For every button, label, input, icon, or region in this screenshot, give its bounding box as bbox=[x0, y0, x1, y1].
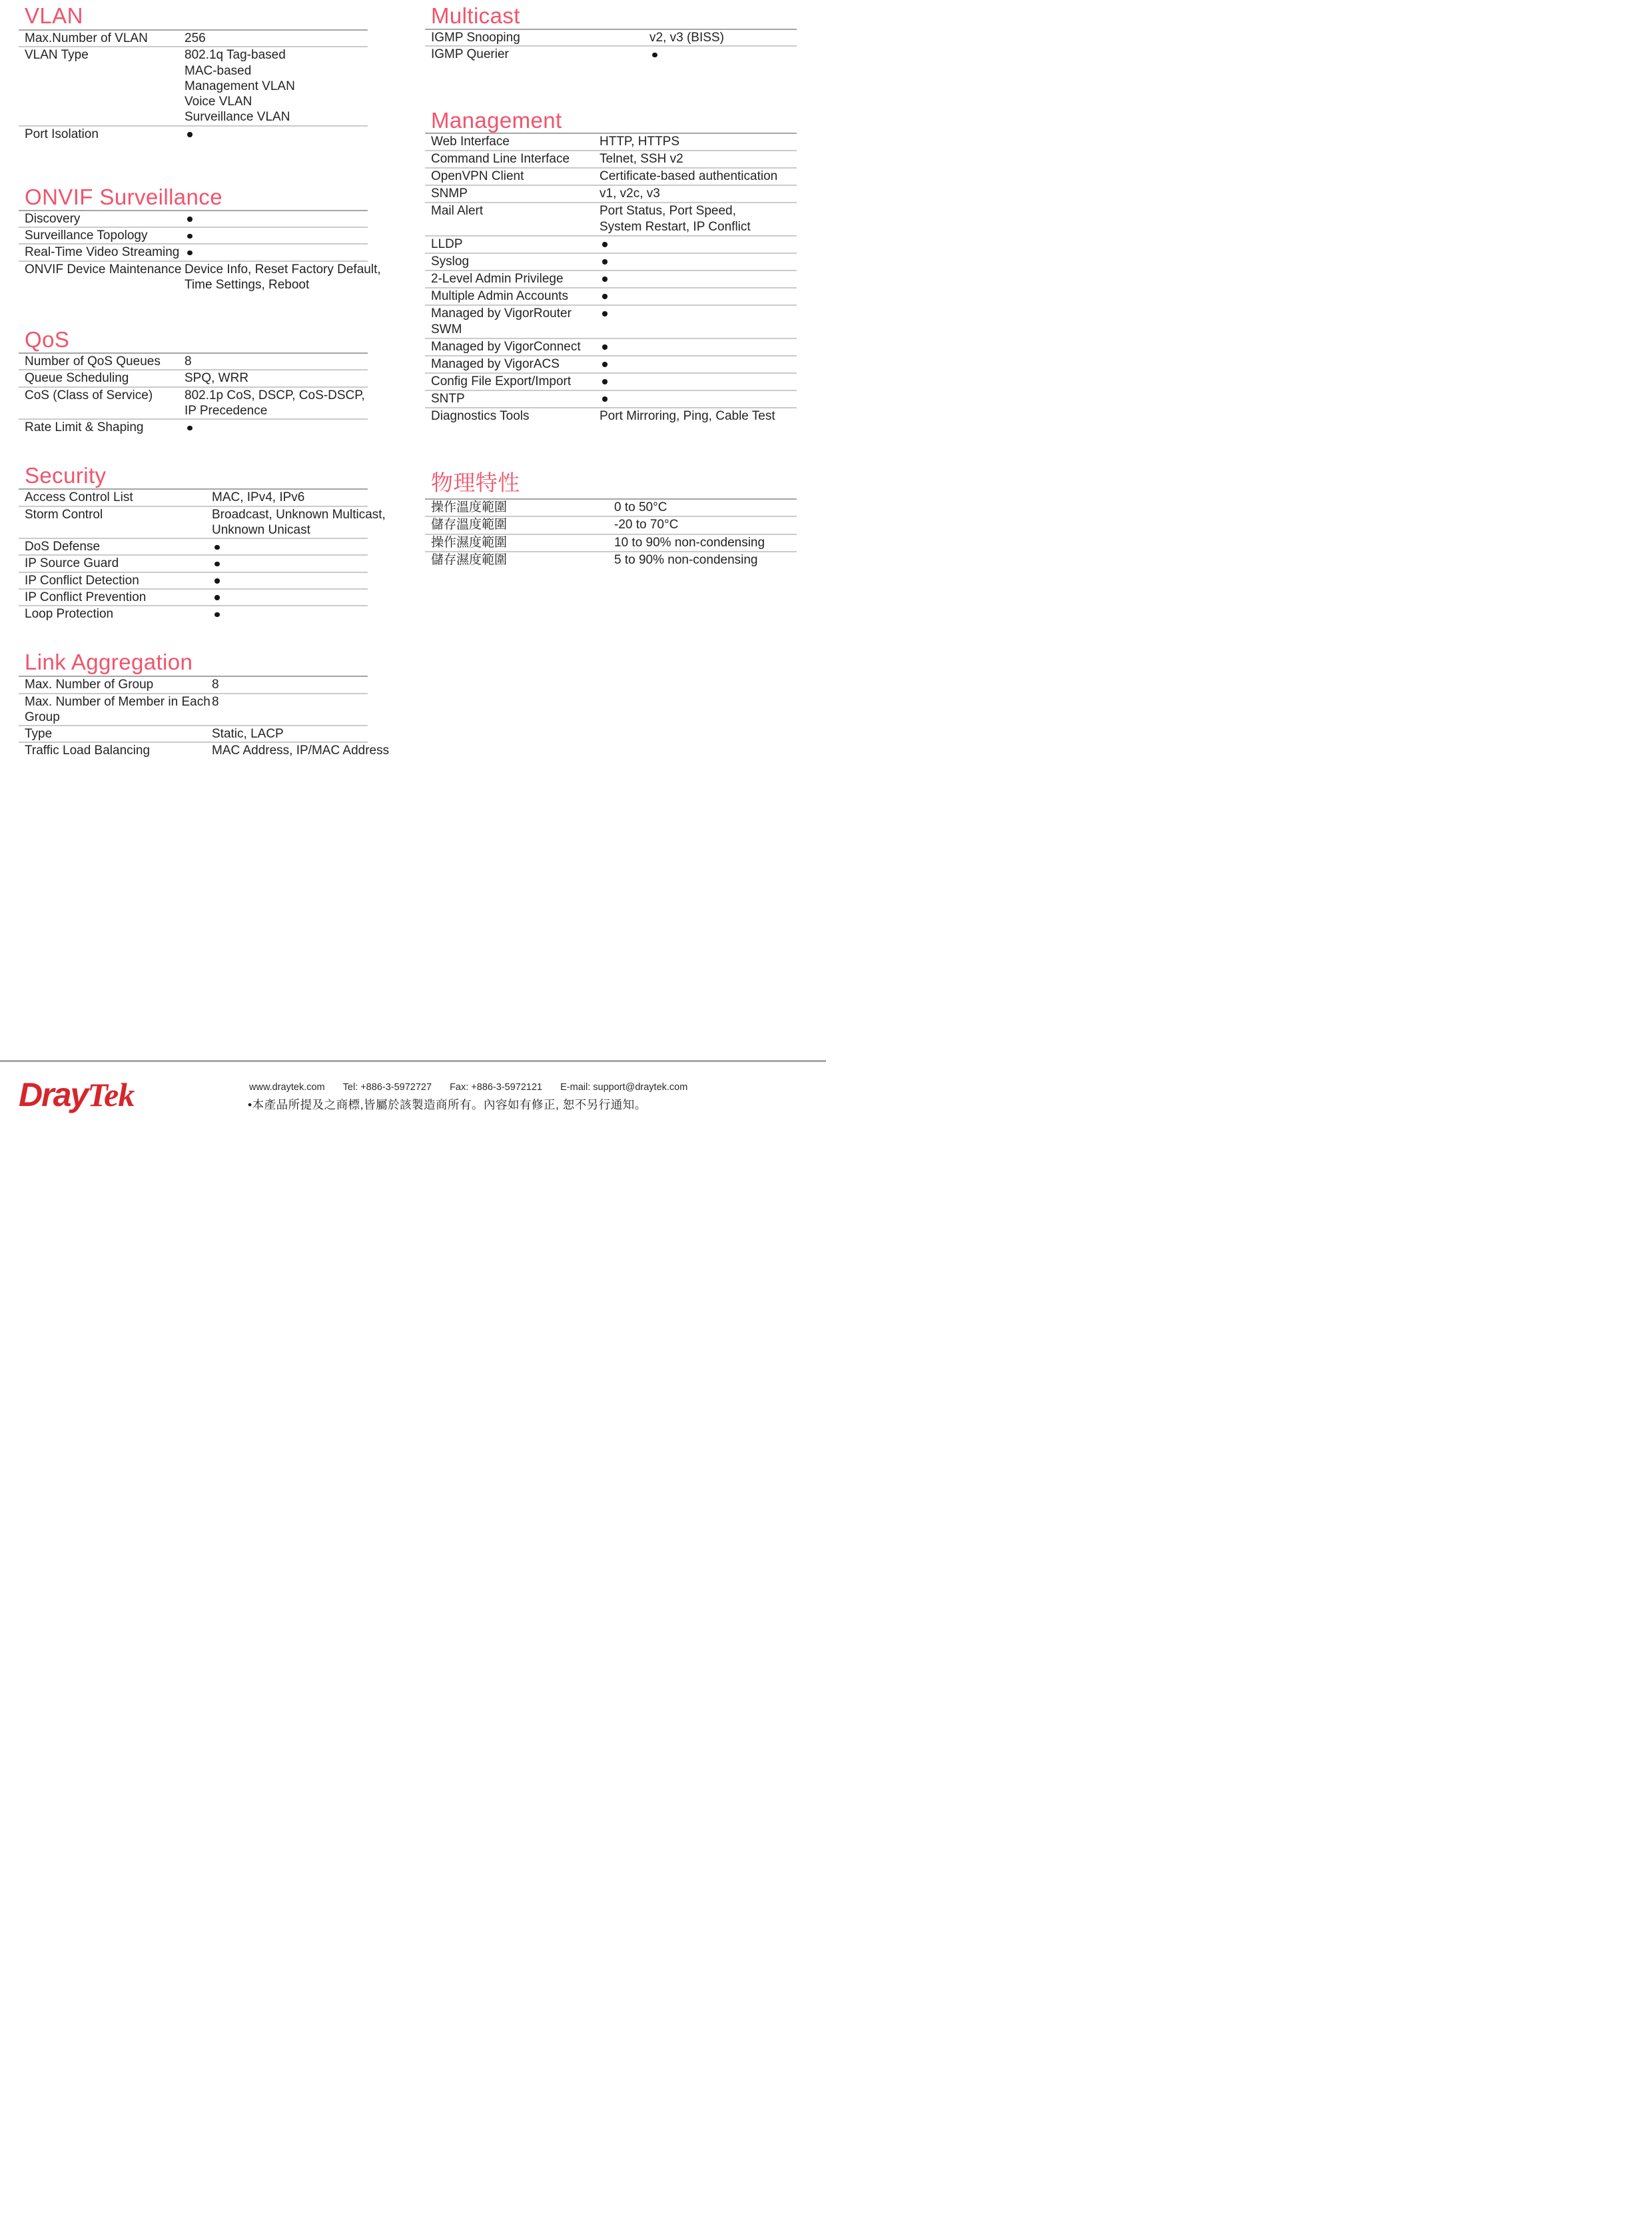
spec-row bbox=[425, 407, 797, 424]
spec-value bbox=[600, 271, 797, 287]
spec-label: Command Line Interface bbox=[431, 151, 570, 166]
spec-row bbox=[425, 534, 797, 552]
feature-supported-bullet-icon bbox=[652, 53, 657, 58]
spec-value-line: v2, v3 (BISS) bbox=[649, 31, 724, 45]
spec-label: Storm Control bbox=[25, 507, 103, 522]
spec-row bbox=[19, 538, 368, 554]
spec-label: VLAN Type bbox=[25, 48, 89, 63]
feature-supported-bullet-icon bbox=[214, 562, 220, 567]
spec-row bbox=[19, 554, 368, 571]
spec-label: IP Conflict Detection bbox=[25, 573, 139, 588]
spec-table-multicast bbox=[425, 29, 797, 63]
spec-value-line: 256 bbox=[185, 31, 206, 45]
spec-row bbox=[19, 211, 368, 227]
section-heading-onvif: ONVIF Surveillance bbox=[25, 184, 222, 209]
feature-supported-bullet-icon bbox=[602, 344, 608, 350]
spec-row bbox=[425, 185, 797, 202]
spec-label: Max.Number of VLAN bbox=[25, 31, 148, 45]
spec-row bbox=[425, 390, 797, 407]
spec-label: Diagnostics Tools bbox=[431, 408, 530, 423]
spec-value-line: MAC-based bbox=[185, 63, 252, 78]
spec-value-line: 8 bbox=[185, 354, 192, 368]
spec-value-line: Telnet, SSH v2 bbox=[600, 151, 683, 166]
spec-value bbox=[185, 31, 368, 46]
spec-row bbox=[19, 677, 368, 692]
spec-table-onvif bbox=[19, 210, 381, 292]
spec-label: Syslog bbox=[431, 254, 470, 269]
spec-value bbox=[212, 573, 368, 588]
spec-value-line: Voice VLAN bbox=[185, 95, 252, 109]
spec-label: OpenVPN Client bbox=[431, 169, 524, 183]
spec-row bbox=[425, 150, 797, 167]
feature-supported-bullet-icon bbox=[187, 234, 193, 239]
spec-label: Type bbox=[25, 727, 53, 741]
spec-value bbox=[614, 535, 797, 552]
spec-row bbox=[425, 30, 797, 45]
spec-value bbox=[614, 517, 797, 534]
spec-label: 操作濕度範圍 bbox=[431, 535, 508, 550]
section-heading-vlan: VLAN bbox=[25, 3, 83, 28]
feature-supported-bullet-icon bbox=[602, 396, 608, 402]
spec-row bbox=[425, 304, 797, 338]
spec-row bbox=[19, 227, 368, 243]
logo-text-tek: Tek bbox=[87, 1076, 135, 1113]
spec-label: Max. Number of Group bbox=[25, 678, 154, 692]
spec-row bbox=[19, 31, 368, 46]
spec-value bbox=[185, 228, 368, 243]
section-management bbox=[425, 109, 797, 424]
spec-value bbox=[212, 556, 368, 571]
spec-row bbox=[425, 287, 797, 304]
spec-row bbox=[425, 551, 797, 569]
left-column bbox=[19, 0, 390, 759]
spec-value bbox=[212, 726, 368, 742]
spec-row bbox=[19, 125, 368, 142]
spec-value bbox=[185, 388, 368, 419]
spec-value bbox=[600, 391, 797, 407]
right-column bbox=[425, 0, 797, 569]
spec-value bbox=[600, 408, 797, 424]
spec-value-line: 5 to 90% non-condensing bbox=[614, 553, 758, 567]
spec-row bbox=[425, 355, 797, 372]
section-linkagg bbox=[19, 650, 390, 758]
spec-value-line: Time Settings, Reboot bbox=[185, 277, 310, 292]
spec-value bbox=[600, 254, 797, 270]
spec-label: IGMP Snooping bbox=[431, 31, 520, 45]
spec-value bbox=[212, 590, 368, 605]
spec-value-line: Unknown Unicast bbox=[212, 522, 310, 537]
footer-fax: Fax: +886-3-5972121 bbox=[450, 1082, 543, 1093]
section-heading-physical: 物理特性 bbox=[431, 470, 520, 495]
spec-value bbox=[600, 203, 797, 235]
spec-label: SNTP bbox=[431, 391, 465, 406]
spec-value bbox=[212, 677, 368, 692]
spec-value-line: SPQ, WRR bbox=[185, 371, 249, 386]
spec-value bbox=[600, 186, 797, 202]
spec-value-line: 802.1q Tag-based bbox=[185, 48, 286, 63]
spec-value bbox=[212, 606, 368, 622]
spec-label: 儲存濕度範圍 bbox=[431, 553, 508, 567]
spec-value-line: MAC Address, IP/MAC Address bbox=[212, 744, 390, 758]
spec-value bbox=[600, 356, 797, 372]
section-security bbox=[19, 463, 386, 622]
spec-label: Access Control List bbox=[25, 490, 133, 505]
feature-supported-bullet-icon bbox=[214, 612, 220, 618]
spec-row bbox=[19, 369, 368, 386]
spec-row bbox=[19, 386, 368, 419]
footer-disclaimer: •本產品所提及之商標,皆屬於該製造商所有。內容如有修正, 恕不另行通知。 bbox=[248, 1098, 647, 1111]
spec-value bbox=[185, 420, 368, 435]
spec-row bbox=[19, 572, 368, 588]
spec-value-line: Certificate-based authentication bbox=[600, 169, 778, 183]
spec-row bbox=[19, 506, 386, 538]
spec-label: Max. Number of Member in Each Group bbox=[25, 694, 210, 724]
section-onvif bbox=[19, 184, 381, 292]
spec-label: Port Isolation bbox=[25, 127, 99, 141]
spec-value-line: Surveillance VLAN bbox=[185, 110, 290, 125]
spec-label: 2-Level Admin Privilege bbox=[431, 271, 564, 286]
spec-value-line: HTTP, HTTPS bbox=[600, 134, 679, 149]
spec-table-physical bbox=[425, 498, 797, 569]
spec-label: Mail Alert bbox=[431, 203, 484, 218]
spec-row bbox=[425, 235, 797, 253]
spec-table-vlan bbox=[19, 29, 368, 142]
spec-row bbox=[19, 725, 368, 742]
spec-value-line: Static, LACP bbox=[212, 727, 284, 741]
spec-value-line: 802.1p CoS, DSCP, CoS-DSCP, bbox=[185, 388, 365, 402]
spec-row bbox=[19, 742, 390, 758]
section-qos bbox=[19, 328, 368, 435]
feature-supported-bullet-icon bbox=[602, 311, 608, 316]
section-heading-multicast: Multicast bbox=[431, 3, 520, 28]
spec-label: LLDP bbox=[431, 237, 463, 251]
feature-supported-bullet-icon bbox=[214, 545, 220, 550]
spec-value bbox=[614, 552, 797, 569]
spec-value-line: Device Info, Reset Factory Default, bbox=[185, 262, 381, 277]
spec-value bbox=[600, 237, 797, 253]
spec-value bbox=[185, 47, 368, 125]
spec-value bbox=[649, 47, 797, 62]
feature-supported-bullet-icon bbox=[602, 379, 608, 384]
spec-row bbox=[425, 338, 797, 355]
draytek-logo bbox=[19, 1075, 134, 1114]
section-vlan bbox=[19, 4, 368, 142]
spec-label: Loop Protection bbox=[25, 607, 114, 621]
spec-label: 儲存溫度範圍 bbox=[431, 518, 508, 532]
spec-label: IGMP Querier bbox=[431, 47, 509, 62]
feature-supported-bullet-icon bbox=[602, 259, 608, 265]
spec-value bbox=[600, 134, 797, 150]
feature-supported-bullet-icon bbox=[602, 362, 608, 367]
spec-value-line: Port Status, Port Speed, bbox=[600, 203, 736, 218]
spec-value-line: System Restart, IP Conflict bbox=[600, 219, 751, 234]
spec-row bbox=[19, 418, 368, 435]
section-heading-qos: QoS bbox=[25, 327, 70, 352]
spec-value-line: -20 to 70°C bbox=[614, 518, 679, 532]
spec-label: Real-Time Video Streaming bbox=[25, 245, 180, 260]
spec-row bbox=[19, 261, 381, 293]
spec-row bbox=[425, 167, 797, 185]
spec-value-line: 8 bbox=[212, 694, 219, 709]
footer-website: www.draytek.com bbox=[249, 1082, 325, 1093]
spec-row bbox=[425, 516, 797, 534]
spec-value bbox=[185, 211, 368, 227]
spec-value bbox=[212, 743, 389, 758]
spec-row bbox=[19, 46, 368, 125]
spec-value bbox=[649, 30, 797, 45]
spec-value-line: v1, v2c, v3 bbox=[600, 186, 660, 201]
spec-label: IP Source Guard bbox=[25, 556, 119, 571]
spec-value bbox=[600, 374, 797, 390]
spec-row bbox=[425, 134, 797, 150]
feature-supported-bullet-icon bbox=[602, 242, 608, 247]
spec-value bbox=[185, 245, 368, 260]
spec-table-linkagg bbox=[19, 676, 390, 758]
spec-label: 操作溫度範圍 bbox=[431, 500, 508, 514]
spec-value bbox=[212, 490, 368, 505]
section-heading-security: Security bbox=[25, 463, 107, 488]
spec-value-line: Port Mirroring, Ping, Cable Test bbox=[600, 408, 775, 423]
feature-supported-bullet-icon bbox=[214, 578, 220, 584]
spec-label: SNMP bbox=[431, 186, 468, 201]
spec-row bbox=[19, 693, 368, 726]
spec-label: IP Conflict Prevention bbox=[25, 590, 147, 604]
footer-tel: Tel: +886-3-5972727 bbox=[342, 1082, 432, 1093]
section-physical bbox=[425, 471, 797, 569]
feature-supported-bullet-icon bbox=[214, 595, 220, 600]
section-heading-linkagg: Link Aggregation bbox=[25, 650, 193, 675]
spec-table-management bbox=[425, 133, 797, 424]
spec-label: Rate Limit & Shaping bbox=[25, 420, 144, 434]
spec-label: Queue Scheduling bbox=[25, 371, 129, 386]
spec-label: Number of QoS Queues bbox=[25, 354, 161, 368]
spec-label: Traffic Load Balancing bbox=[25, 744, 151, 758]
spec-label: ONVIF Device Maintenance bbox=[25, 262, 182, 277]
spec-value bbox=[185, 127, 368, 142]
spec-label: Managed by VigorACS bbox=[431, 356, 560, 371]
spec-value-line: Management VLAN bbox=[185, 79, 295, 93]
footer-divider bbox=[0, 1060, 826, 1062]
spec-value bbox=[600, 306, 797, 322]
spec-value bbox=[185, 370, 368, 386]
spec-label: CoS (Class of Service) bbox=[25, 388, 153, 402]
spec-row bbox=[425, 253, 797, 270]
feature-supported-bullet-icon bbox=[187, 251, 193, 256]
spec-value bbox=[185, 354, 368, 369]
spec-table-security bbox=[19, 488, 386, 622]
spec-value-line: IP Precedence bbox=[185, 403, 268, 418]
spec-label: Surveillance Topology bbox=[25, 229, 148, 243]
spec-row bbox=[19, 490, 368, 505]
spec-row bbox=[425, 372, 797, 390]
feature-supported-bullet-icon bbox=[187, 132, 193, 137]
spec-value bbox=[600, 339, 797, 355]
spec-row bbox=[19, 605, 368, 622]
datasheet-page bbox=[0, 0, 826, 1117]
spec-value bbox=[614, 500, 797, 516]
spec-value-line: 10 to 90% non-condensing bbox=[614, 535, 765, 550]
spec-row bbox=[425, 45, 797, 62]
spec-value bbox=[600, 151, 797, 167]
feature-supported-bullet-icon bbox=[187, 217, 193, 222]
feature-supported-bullet-icon bbox=[602, 277, 608, 282]
spec-label: Config File Export/Import bbox=[431, 374, 572, 388]
spec-label: Web Interface bbox=[431, 134, 510, 149]
spec-label: Discovery bbox=[25, 211, 81, 226]
spec-label: Managed by VigorRouter SWM bbox=[431, 306, 572, 336]
spec-row bbox=[19, 588, 368, 605]
spec-row bbox=[19, 243, 368, 260]
spec-label: DoS Defense bbox=[25, 540, 101, 554]
footer-contact-line bbox=[249, 1082, 687, 1093]
spec-row bbox=[425, 500, 797, 516]
spec-value-line: MAC, IPv4, IPv6 bbox=[212, 490, 305, 505]
spec-value bbox=[212, 507, 386, 538]
spec-table-qos bbox=[19, 352, 368, 435]
feature-supported-bullet-icon bbox=[187, 426, 193, 431]
spec-value-line: 8 bbox=[212, 678, 219, 692]
spec-value bbox=[185, 262, 381, 293]
spec-value bbox=[600, 169, 797, 185]
spec-row bbox=[19, 354, 368, 369]
footer-email: E-mail: support@draytek.com bbox=[560, 1082, 688, 1093]
spec-value bbox=[212, 694, 368, 710]
spec-label: Managed by VigorConnect bbox=[431, 339, 581, 354]
spec-row bbox=[425, 202, 797, 235]
logo-text-dray: Dray bbox=[19, 1076, 88, 1113]
spec-value-line: 0 to 50°C bbox=[614, 500, 667, 514]
spec-value bbox=[212, 539, 368, 554]
section-multicast bbox=[425, 4, 797, 63]
feature-supported-bullet-icon bbox=[602, 294, 608, 299]
spec-row bbox=[425, 270, 797, 287]
spec-value-line: Broadcast, Unknown Multicast, bbox=[212, 507, 386, 522]
spec-value bbox=[600, 288, 797, 304]
spec-label: Multiple Admin Accounts bbox=[431, 288, 568, 303]
section-heading-management: Management bbox=[431, 107, 562, 133]
